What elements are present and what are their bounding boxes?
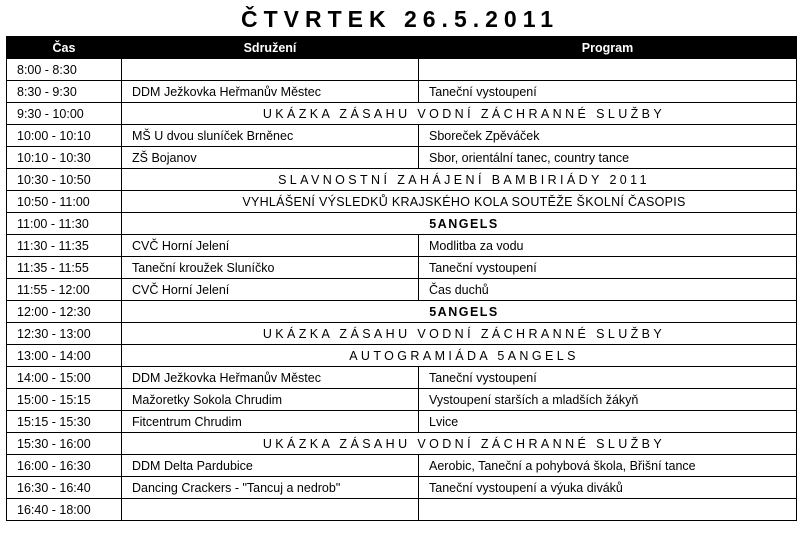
program-cell: Taneční vystoupení — [419, 257, 797, 279]
program-cell: Aerobic, Taneční a pohybová škola, Břišní tance — [419, 455, 797, 477]
event-banner-cell: UKÁZKA ZÁSAHU VODNÍ ZÁCHRANNÉ SLUŽBY — [122, 103, 797, 125]
time-cell: 15:15 - 15:30 — [7, 411, 122, 433]
time-cell: 16:40 - 18:00 — [7, 499, 122, 521]
time-cell: 16:30 - 16:40 — [7, 477, 122, 499]
time-cell: 10:00 - 10:10 — [7, 125, 122, 147]
event-banner-cell: AUTOGRAMIÁDA 5ANGELS — [122, 345, 797, 367]
table-row — [7, 345, 797, 367]
schedule-table — [6, 36, 797, 521]
program-cell: Taneční vystoupení a výuka diváků — [419, 477, 797, 499]
time-cell: 10:30 - 10:50 — [7, 169, 122, 191]
table-row — [7, 433, 797, 455]
program-cell — [419, 59, 797, 81]
org-cell: DDM Delta Pardubice — [122, 455, 419, 477]
table-row — [7, 257, 797, 279]
time-cell: 12:30 - 13:00 — [7, 323, 122, 345]
table-row — [7, 59, 797, 81]
table-row — [7, 169, 797, 191]
org-cell — [122, 499, 419, 521]
header-time: Čas — [7, 37, 122, 59]
org-cell: DDM Ježkovka Heřmanův Městec — [122, 367, 419, 389]
table-row — [7, 455, 797, 477]
time-cell: 15:30 - 16:00 — [7, 433, 122, 455]
header-program: Program — [419, 37, 797, 59]
schedule-body — [7, 59, 797, 521]
org-cell: Mažoretky Sokola Chrudim — [122, 389, 419, 411]
time-cell: 16:00 - 16:30 — [7, 455, 122, 477]
time-cell: 12:00 - 12:30 — [7, 301, 122, 323]
event-banner-cell: UKÁZKA ZÁSAHU VODNÍ ZÁCHRANNÉ SLUŽBY — [122, 433, 797, 455]
program-cell: Taneční vystoupení — [419, 367, 797, 389]
table-row — [7, 235, 797, 257]
time-cell: 8:00 - 8:30 — [7, 59, 122, 81]
table-row — [7, 147, 797, 169]
event-banner-cell: 5ANGELS — [122, 213, 797, 235]
event-banner-cell: UKÁZKA ZÁSAHU VODNÍ ZÁCHRANNÉ SLUŽBY — [122, 323, 797, 345]
program-cell: Lvice — [419, 411, 797, 433]
org-cell: MŠ U dvou sluníček Brněnec — [122, 125, 419, 147]
org-cell: ZŠ Bojanov — [122, 147, 419, 169]
table-row — [7, 477, 797, 499]
event-banner-cell: SLAVNOSTNÍ ZAHÁJENÍ BAMBIRIÁDY 2011 — [122, 169, 797, 191]
org-cell: CVČ Horní Jelení — [122, 235, 419, 257]
org-cell: DDM Ježkovka Heřmanův Městec — [122, 81, 419, 103]
time-cell: 11:30 - 11:35 — [7, 235, 122, 257]
table-row — [7, 389, 797, 411]
time-cell: 13:00 - 14:00 — [7, 345, 122, 367]
table-row — [7, 411, 797, 433]
table-row — [7, 191, 797, 213]
table-row — [7, 279, 797, 301]
time-cell: 10:10 - 10:30 — [7, 147, 122, 169]
time-cell: 11:00 - 11:30 — [7, 213, 122, 235]
table-row — [7, 499, 797, 521]
table-row — [7, 81, 797, 103]
table-row — [7, 367, 797, 389]
program-cell — [419, 499, 797, 521]
page-title: ČTVRTEK 26.5.2011 — [240, 6, 560, 32]
time-cell: 9:30 - 10:00 — [7, 103, 122, 125]
org-cell: CVČ Horní Jelení — [122, 279, 419, 301]
event-banner-cell: 5ANGELS — [122, 301, 797, 323]
org-cell: Dancing Crackers - "Tancuj a nedrob" — [122, 477, 419, 499]
program-cell: Sbor, orientální tanec, country tance — [419, 147, 797, 169]
time-cell: 10:50 - 11:00 — [7, 191, 122, 213]
table-row — [7, 323, 797, 345]
time-cell: 11:55 - 12:00 — [7, 279, 122, 301]
event-banner-cell: VYHLÁŠENÍ VÝSLEDKŮ KRAJSKÉHO KOLA SOUTĚŽE ŠKOLNÍ ČASOPIS — [122, 191, 797, 213]
table-row — [7, 125, 797, 147]
header-org: Sdružení — [122, 37, 419, 59]
program-cell: Modlitba za vodu — [419, 235, 797, 257]
table-row — [7, 103, 797, 125]
time-cell: 11:35 - 11:55 — [7, 257, 122, 279]
org-cell: Taneční kroužek Sluníčko — [122, 257, 419, 279]
org-cell: Fitcentrum Chrudim — [122, 411, 419, 433]
program-cell: Sboreček Zpěváček — [419, 125, 797, 147]
time-cell: 15:00 - 15:15 — [7, 389, 122, 411]
time-cell: 14:00 - 15:00 — [7, 367, 122, 389]
org-cell — [122, 59, 419, 81]
time-cell: 8:30 - 9:30 — [7, 81, 122, 103]
table-row — [7, 301, 797, 323]
header-row — [7, 37, 797, 59]
program-cell: Vystoupení starších a mladších žákyň — [419, 389, 797, 411]
program-cell: Čas duchů — [419, 279, 797, 301]
table-row — [7, 213, 797, 235]
program-cell: Taneční vystoupení — [419, 81, 797, 103]
